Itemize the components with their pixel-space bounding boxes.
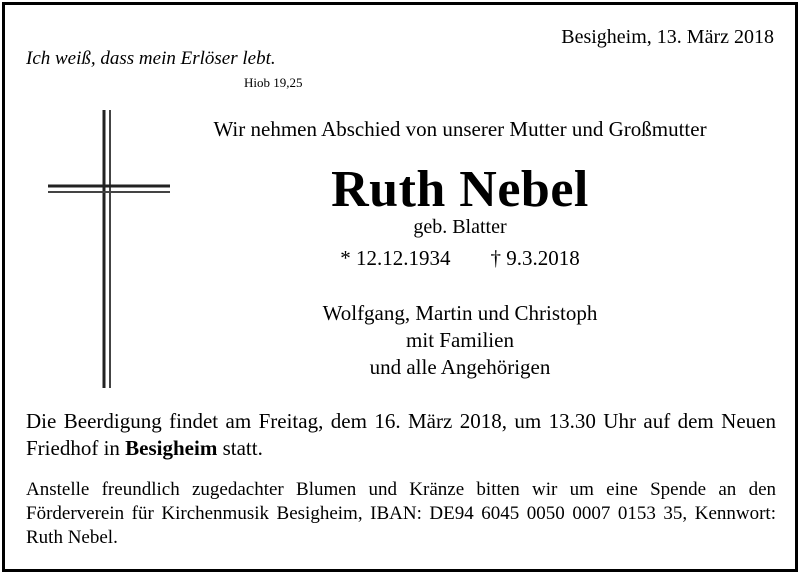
death-date: † 9.3.2018 [490, 246, 580, 270]
life-dates [150, 246, 770, 271]
deceased-name: Ruth Nebel [331, 161, 589, 218]
mourner-line: Wolfgang, Martin und Christoph [322, 301, 598, 325]
donation-info: Anstelle freundlich zugedachter Blumen und Kränze bitten wir um eine Spende an den Förderverein für Kirchenmusik Besigheim, IBAN: DE94 6045 0050 0007 0153 35, Kennwort: Ruth Nebel. [26, 479, 776, 548]
bible-verse: Ich weiß, dass mein Erlöser lebt. [26, 48, 276, 69]
intro-line: Wir nehmen Abschied von unserer Mutter und Großmutter [213, 117, 707, 141]
place-date: Besigheim, 13. März 2018 [561, 26, 774, 48]
mourners [150, 300, 770, 381]
mourner-line: und alle Angehörigen [369, 355, 551, 379]
verse-reference: Hiob 19,25 [244, 75, 303, 90]
funeral-place: Besigheim [125, 436, 218, 460]
funeral-text: Die Beerdigung findet am Freitag, dem 16. März 2018, um 13.30 Uhr auf dem Neuen Friedhof in [26, 409, 776, 460]
birth-date: * 12.12.1934 [340, 246, 451, 270]
maiden-name: geb. Blatter [413, 216, 507, 238]
funeral-info [26, 408, 776, 462]
funeral-text-end: statt. [217, 436, 263, 460]
mourner-line: mit Familien [406, 328, 514, 352]
